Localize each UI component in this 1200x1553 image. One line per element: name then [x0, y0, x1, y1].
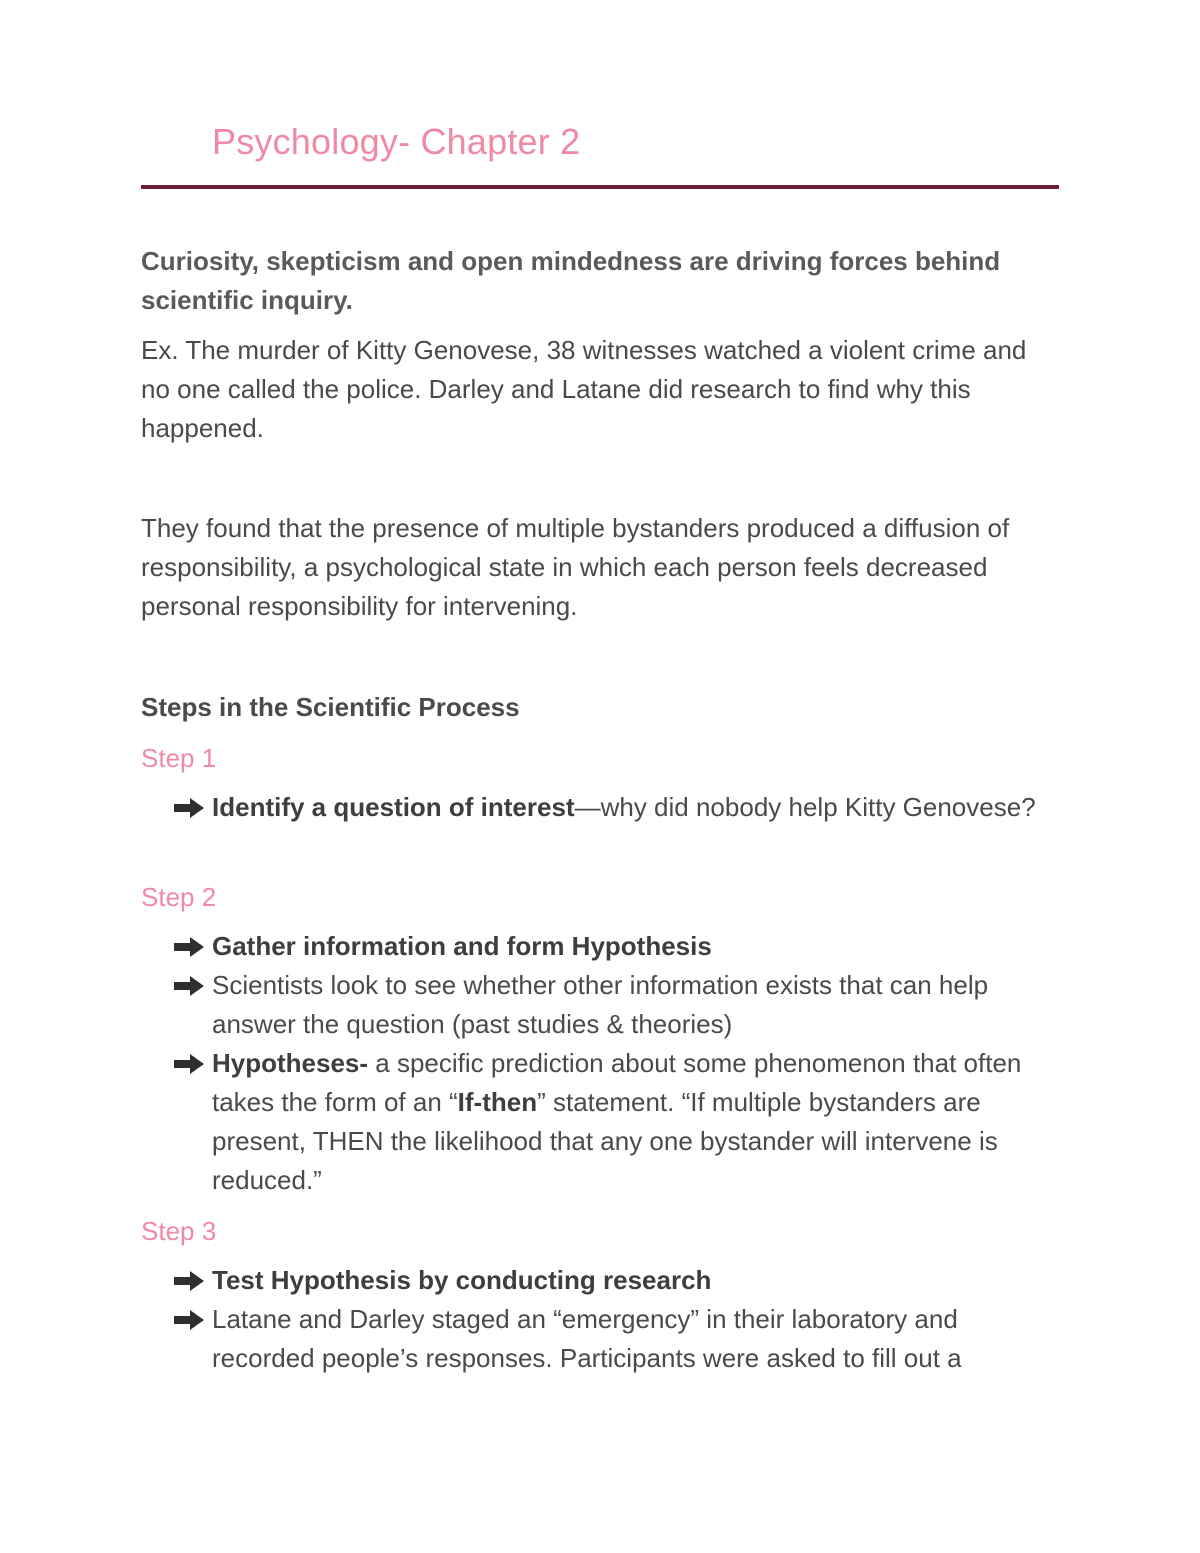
example-paragraph: Ex. The murder of Kitty Genovese, 38 witnesses watched a violent crime and no one called the police. Darley and Latane did research to find why this happened.	[141, 335, 1027, 443]
page-title: Psychology- Chapter 2	[212, 121, 581, 162]
step-2-list	[172, 927, 1062, 1200]
step-2-bold-text: Gather information and form Hypothesis	[212, 931, 712, 961]
hypotheses-text: a specific prediction about some phenomenon that often takes the form of an “	[212, 1048, 1022, 1117]
right-arrow-icon	[172, 927, 208, 966]
right-arrow-icon	[172, 1044, 208, 1083]
list-item	[172, 1044, 1062, 1200]
step-1-text: —why did nobody help Kitty Genovese?	[574, 792, 1036, 822]
step-2-info-text: Scientists look to see whether other information exists that can help answer the question (past studies & theories)	[212, 970, 989, 1039]
step-3-label: Step 3	[141, 1216, 217, 1246]
list-item	[172, 1300, 1062, 1378]
finding-paragraph: They found that the presence of multiple bystanders produced a diffusion of responsibility, a psychological state in which each person feels decreased personal responsibility for intervening.	[141, 513, 1010, 621]
right-arrow-icon	[172, 1300, 208, 1339]
list-item	[172, 1261, 1062, 1300]
right-arrow-icon	[172, 788, 208, 827]
steps-heading: Steps in the Scientific Process	[141, 692, 520, 722]
list-item	[172, 966, 1062, 1044]
step-3-list	[172, 1261, 1062, 1378]
right-arrow-icon	[172, 966, 208, 1005]
title-divider	[141, 185, 1059, 189]
step-3-bold-text: Test Hypothesis by conducting research	[212, 1265, 712, 1295]
step-1-label: Step 1	[141, 743, 217, 773]
if-then-term: If-then	[457, 1087, 538, 1117]
step-1-list	[172, 788, 1062, 827]
step-3-text: Latane and Darley staged an “emergency” in their laboratory and recorded people’s responses. Participants were asked to fill out a	[212, 1304, 962, 1373]
step-2-label: Step 2	[141, 882, 217, 912]
list-item	[172, 927, 1062, 966]
list-item	[172, 788, 1062, 827]
step-1-bold-text: Identify a question of interest	[212, 792, 575, 822]
lead-paragraph: Curiosity, skepticism and open mindedness are driving forces behind scientific inquiry.	[141, 246, 1001, 315]
right-arrow-icon	[172, 1261, 208, 1300]
hypotheses-example-text: ” statement. “If multiple bystanders are present, THEN the likelihood that any one bystander will intervene is reduced.”	[212, 1087, 998, 1195]
hypotheses-term: Hypotheses-	[212, 1048, 369, 1078]
